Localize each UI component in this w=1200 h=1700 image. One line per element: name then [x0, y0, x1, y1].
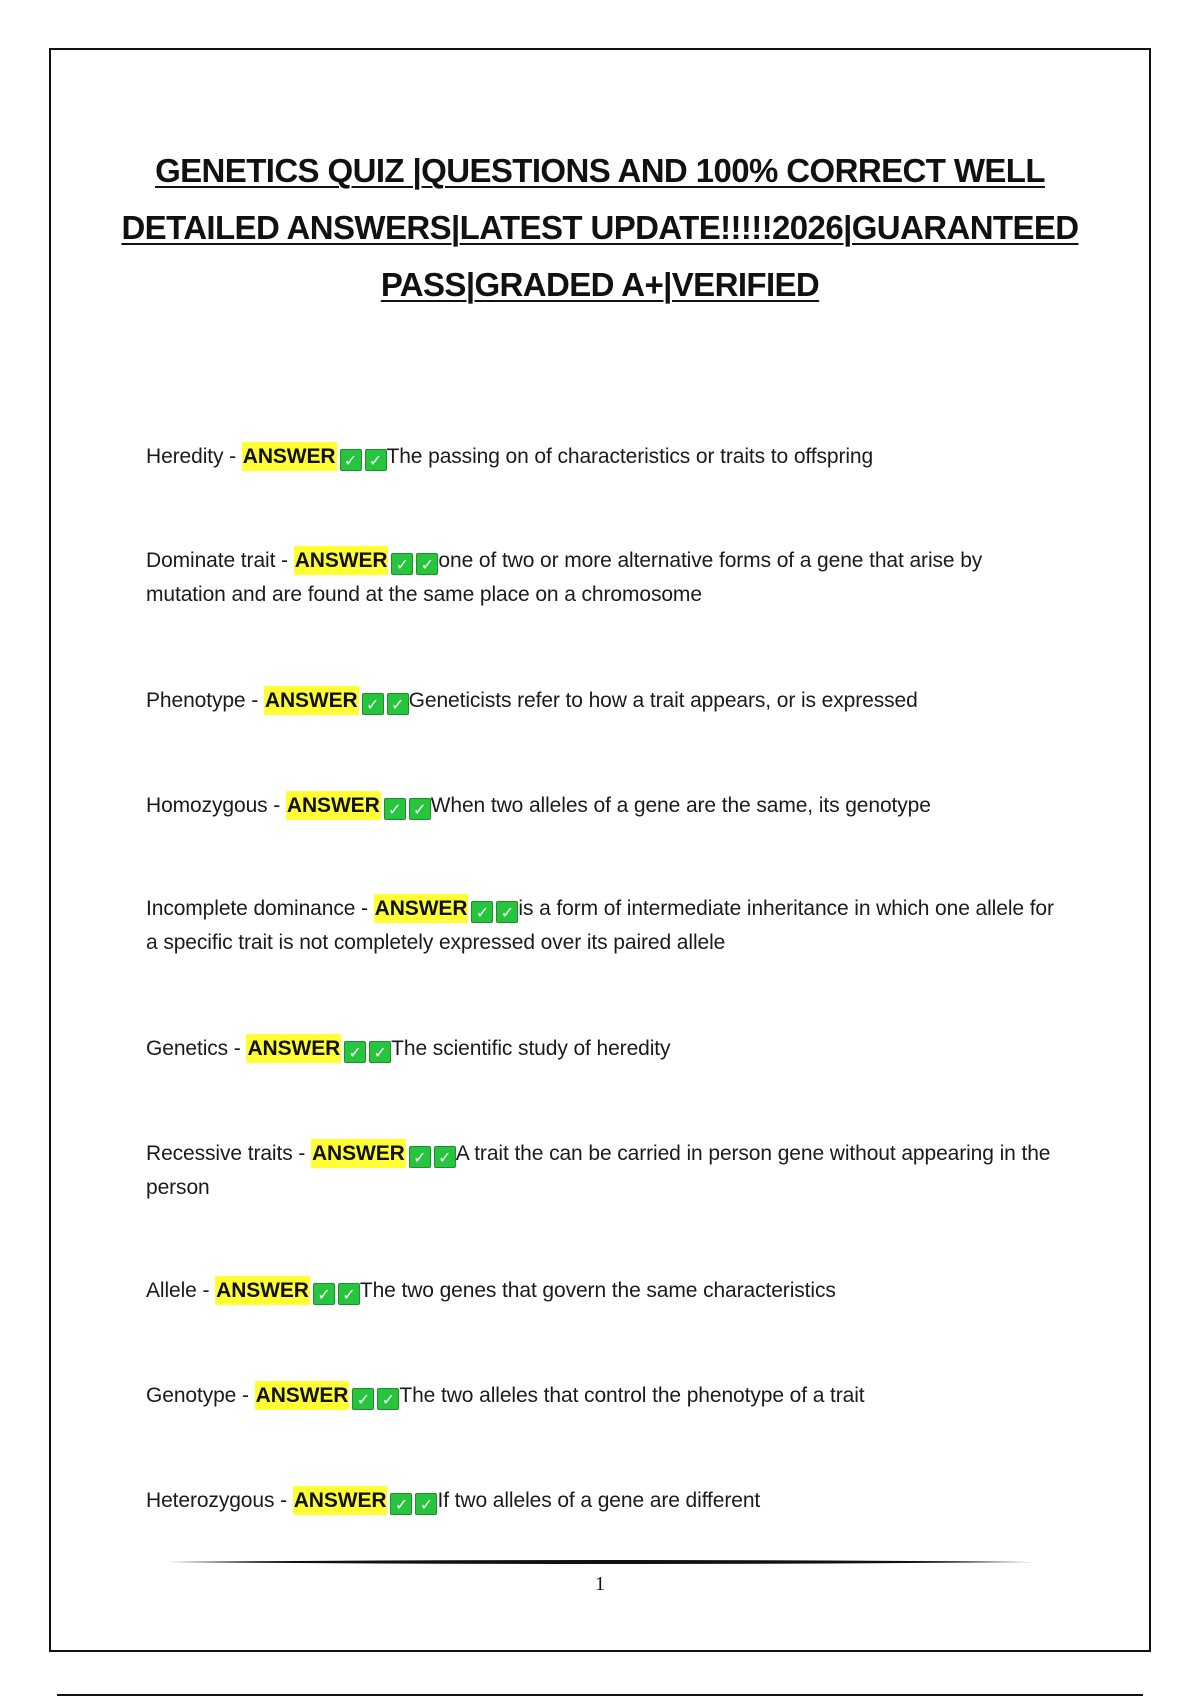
check-icon: ✓ — [387, 693, 409, 715]
footer-divider — [166, 1559, 1034, 1565]
check-icon: ✓ — [416, 553, 438, 575]
check-icon: ✓ — [471, 901, 493, 923]
qa-entry — [146, 440, 1066, 474]
term: Recessive traits - — [146, 1142, 311, 1165]
check-icon: ✓ — [362, 693, 384, 715]
check-icon: ✓ — [415, 1493, 437, 1515]
qa-entry — [146, 1484, 1066, 1518]
definition: When two alleles of a gene are the same, its genotype — [430, 794, 931, 817]
definition: is a form of intermediate inheritance in which one allele for a specific trait is not completely expressed over its paired allele — [146, 897, 1054, 954]
check-icon: ✓ — [338, 1283, 360, 1305]
check-icon: ✓ — [391, 553, 413, 575]
check-icon: ✓ — [496, 901, 518, 923]
definition: The passing on of characteristics or traits to offspring — [386, 445, 874, 468]
qa-entry — [146, 1274, 1066, 1308]
answer-highlight: ANSWER — [255, 1381, 350, 1410]
answer-highlight: ANSWER — [374, 894, 469, 923]
qa-entry — [146, 1032, 1066, 1066]
definition: If two alleles of a gene are different — [437, 1489, 761, 1512]
qa-entry — [146, 1137, 1066, 1205]
definition: The two alleles that control the phenotype of a trait — [399, 1384, 865, 1407]
check-icon: ✓ — [390, 1493, 412, 1515]
check-icon: ✓ — [352, 1388, 374, 1410]
term: Genetics - — [146, 1037, 247, 1060]
check-icon: ✓ — [344, 1041, 366, 1063]
next-page-edge — [57, 1694, 1143, 1696]
check-icon: ✓ — [369, 1041, 391, 1063]
qa-entry — [146, 544, 1066, 612]
check-icon: ✓ — [313, 1283, 335, 1305]
page-number: 1 — [595, 1573, 605, 1595]
term: Heterozygous - — [146, 1489, 293, 1512]
answer-highlight: ANSWER — [286, 791, 381, 820]
check-icon: ✓ — [384, 798, 406, 820]
answer-highlight: ANSWER — [311, 1139, 406, 1168]
qa-entry — [146, 1379, 1066, 1413]
qa-entry — [146, 789, 1066, 823]
document-title: GENETICS QUIZ |QUESTIONS AND 100% CORRECT WELL DETAILED ANSWERS|LATEST UPDATE!!!!!2026|GUARANTEED PASS|GRADED A+|VERIFIED — [121, 152, 1079, 303]
term: Phenotype - — [146, 689, 264, 712]
answer-highlight: ANSWER — [242, 442, 337, 471]
check-icon: ✓ — [377, 1388, 399, 1410]
answer-highlight: ANSWER — [246, 1034, 341, 1063]
answer-highlight: ANSWER — [293, 1486, 388, 1515]
definition: one of two or more alternative forms of a gene that arise by mutation and are found at the same place on a chromosome — [146, 549, 983, 606]
qa-entry — [146, 892, 1066, 960]
answer-highlight: ANSWER — [294, 546, 389, 575]
check-icon: ✓ — [340, 449, 362, 471]
qa-entry — [146, 684, 1066, 718]
term: Allele - — [146, 1279, 216, 1302]
check-icon: ✓ — [409, 798, 431, 820]
definition: The two genes that govern the same characteristics — [359, 1279, 836, 1302]
term: Dominate trait - — [146, 549, 294, 572]
term: Heredity - — [146, 445, 242, 468]
term: Genotype - — [146, 1384, 255, 1407]
definition: A trait the can be carried in person gene without appearing in the person — [146, 1142, 1051, 1199]
answer-highlight: ANSWER — [215, 1276, 310, 1305]
definition: The scientific study of heredity — [391, 1037, 671, 1060]
term: Homozygous - — [146, 794, 286, 817]
answer-highlight: ANSWER — [264, 686, 359, 715]
check-icon: ✓ — [365, 449, 387, 471]
term: Incomplete dominance - — [146, 897, 374, 920]
check-icon: ✓ — [434, 1146, 456, 1168]
definition: Geneticists refer to how a trait appears, or is expressed — [408, 689, 918, 712]
check-icon: ✓ — [409, 1146, 431, 1168]
